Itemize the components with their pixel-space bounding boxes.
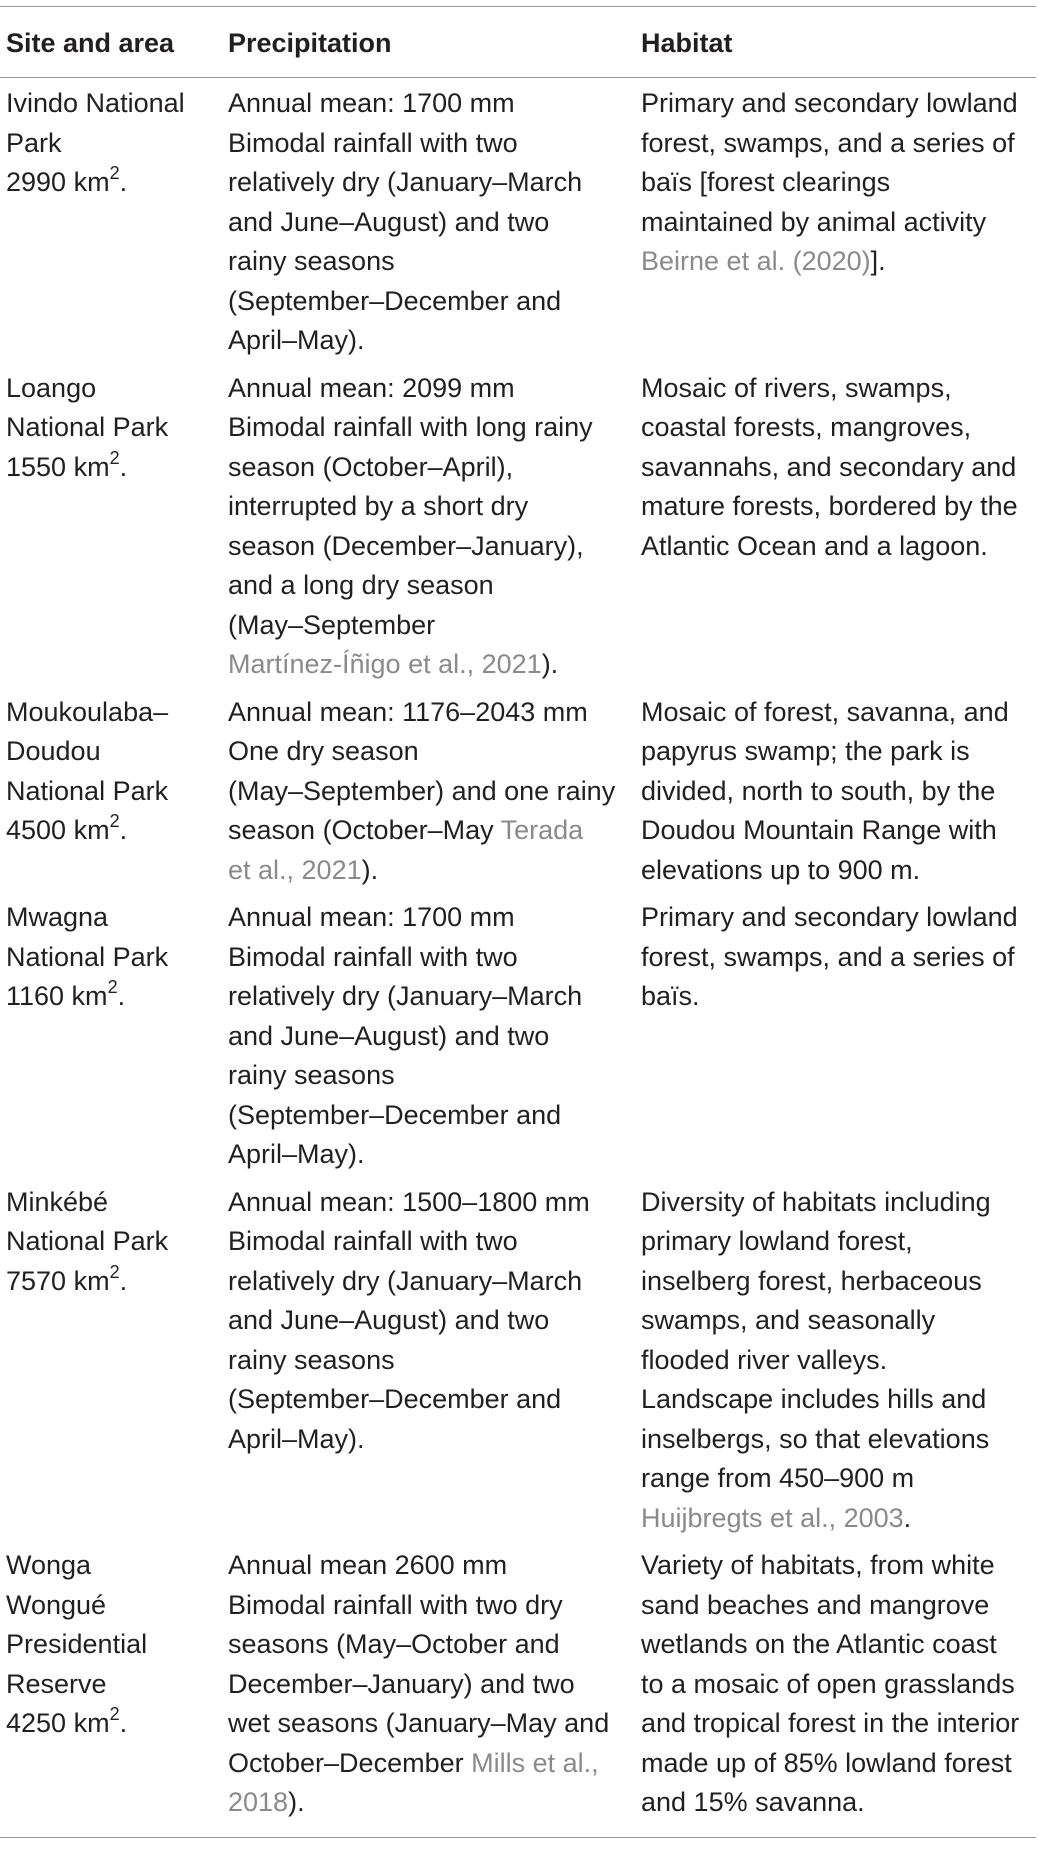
habitat-line: swamps, and seasonally (641, 1305, 936, 1335)
precip-line: and a long dry season (228, 570, 494, 600)
site-line: Wongué (6, 1589, 107, 1620)
site-cell (0, 78, 222, 363)
precip-line: Bimodal rainfall with two (228, 1226, 518, 1256)
site-cell (0, 687, 222, 893)
citation-link[interactable]: Martínez-Íñigo et al., 2021 (228, 649, 542, 679)
habitat-cell (635, 363, 1036, 687)
citation-link[interactable]: Mills et al., (471, 1747, 599, 1778)
habitat-line: Atlantic Ocean and a lagoon. (641, 530, 988, 561)
header-site: Site and area (0, 7, 222, 78)
precip-line: Bimodal rainfall with two (228, 127, 518, 158)
precip-line: wet seasons (January–May and (228, 1708, 610, 1738)
citation-link[interactable]: Beirne et al. (2020) (641, 246, 871, 276)
precip-line: (September–December and (228, 285, 562, 316)
site-line: Loango (6, 372, 97, 403)
precip-line: and June–August) and two (228, 206, 550, 237)
habitat-line: sand beaches and mangrove (641, 1589, 990, 1620)
site-area: 4500 $km^2$. (6, 811, 128, 845)
precip-line: April–May). (228, 1139, 365, 1169)
precipitation-cell (222, 363, 635, 687)
site-area: 4250 $km^2$. (6, 1704, 128, 1738)
precip-line: seasons (May–October and (228, 1629, 560, 1659)
habitat-line: Mosaic of rivers, swamps, (641, 372, 952, 403)
precipitation-cell (222, 892, 635, 1177)
citation-link[interactable]: et al., 2021 (228, 854, 362, 885)
site-line: National Park (6, 412, 169, 442)
precip-line: April–May). (228, 1423, 365, 1454)
habitat-line: wetlands on the Atlantic coast (641, 1629, 997, 1659)
habitat-line: flooded river valleys. (641, 1344, 888, 1375)
precip-line: (May–September (228, 609, 436, 640)
site-line: Reserve (6, 1668, 107, 1699)
precip-line: relatively dry (January–March (228, 1265, 583, 1296)
site-line: Wonga (6, 1550, 92, 1580)
habitat-line: Diversity of habitats including (641, 1186, 991, 1217)
site-line: Park (6, 127, 62, 158)
site-area: 1550 $km^2$. (6, 447, 128, 482)
precip-line: season (October–April), (228, 451, 514, 482)
citation-link[interactable]: Huijbregts et al., 2003 (641, 1502, 904, 1533)
precip-line: rainy seasons (228, 246, 395, 276)
table-row (0, 78, 1036, 363)
precipitation-cell (222, 78, 635, 363)
habitat-line: papyrus swamp; the park is (641, 736, 970, 766)
precip-line: Bimodal rainfall with long rainy (228, 412, 593, 442)
precip-line: Bimodal rainfall with two dry (228, 1589, 563, 1620)
site-cell (0, 1177, 222, 1541)
habitat-line: Variety of habitats, from white (641, 1550, 995, 1580)
habitat-line: Beirne et al. (2020)]. (641, 246, 886, 276)
precip-line: relatively dry (January–March (228, 167, 583, 197)
habitat-line: Primary and secondary lowland (641, 902, 1018, 932)
precip-line: 2018). (228, 1787, 305, 1817)
habitat-cell (635, 1540, 1036, 1837)
habitat-line: coastal forests, mangroves, (641, 412, 972, 442)
site-line: National Park (6, 775, 169, 806)
precip-line: (May–September) and one rainy (228, 775, 616, 806)
study-sites-table (0, 6, 1036, 1838)
site-line: National Park (6, 941, 169, 972)
table-row (0, 1177, 1036, 1541)
precip-line: Annual mean: 1700 mm (228, 88, 515, 118)
precipitation-cell (222, 1177, 635, 1541)
site-line: Mwagna (6, 902, 109, 932)
habitat-cell (635, 78, 1036, 363)
table-row (0, 1540, 1036, 1837)
site-line: Minkébé (6, 1186, 109, 1217)
site-area: 1160 $km^2$. (6, 977, 126, 1011)
habitat-line: maintained by animal activity (641, 206, 987, 237)
table-row (0, 363, 1036, 687)
site-area: 2990 $km^2$. (6, 163, 128, 197)
habitat-line: inselbergs, so that elevations (641, 1423, 990, 1454)
precip-line: Bimodal rainfall with two (228, 941, 518, 972)
habitat-line: Landscape includes hills and (641, 1384, 987, 1414)
site-line: National Park (6, 1226, 169, 1256)
site-cell (0, 1540, 222, 1837)
habitat-line: forest, swamps, and a series of (641, 941, 1015, 972)
habitat-line: primary lowland forest, (641, 1226, 913, 1256)
header-row (0, 7, 1036, 78)
habitat-line: range from 450–900 m (641, 1463, 915, 1493)
precip-line: rainy seasons (228, 1344, 395, 1375)
habitat-cell (635, 687, 1036, 893)
habitat-cell (635, 1177, 1036, 1541)
habitat-line: divided, north to south, by the (641, 775, 996, 806)
habitat-line: Huijbregts et al., 2003. (641, 1502, 912, 1533)
habitat-line: baïs [forest clearings (641, 167, 891, 197)
habitat-line: made up of 85% lowland forest (641, 1747, 1012, 1778)
precip-line: relatively dry (January–March (228, 981, 583, 1011)
precip-line: April–May). (228, 325, 365, 355)
habitat-line: Primary and secondary lowland (641, 88, 1018, 118)
habitat-line: to a mosaic of open grasslands (641, 1668, 1015, 1699)
precip-line: interrupted by a short dry (228, 491, 529, 521)
habitat-line: savannahs, and secondary and (641, 451, 1017, 482)
precipitation-cell (222, 687, 635, 893)
precip-line: Annual mean 2600 mm (228, 1550, 508, 1580)
habitat-line: baïs. (641, 981, 700, 1011)
precip-line: (September–December and (228, 1384, 562, 1414)
precip-line: et al., 2021). (228, 854, 379, 885)
precip-line: and June–August) and two (228, 1305, 550, 1335)
habitat-line: Doudou Mountain Range with (641, 815, 997, 845)
precip-line: December–January) and two (228, 1668, 575, 1699)
precip-line: Annual mean: 2099 mm (228, 372, 515, 403)
site-cell (0, 363, 222, 687)
citation-link[interactable]: 2018 (228, 1787, 289, 1817)
site-line: Presidential (6, 1629, 148, 1659)
site-cell (0, 892, 222, 1177)
habitat-line: elevations up to 900 m. (641, 854, 921, 885)
precip-line: season (December–January), (228, 530, 584, 561)
citation-link[interactable]: Terada (500, 815, 584, 845)
precip-line: rainy seasons (228, 1060, 395, 1090)
site-line: Moukoulaba– (6, 696, 169, 727)
precip-line: season (October–May Terada (228, 815, 584, 845)
precip-line: (September–December and (228, 1099, 562, 1130)
precip-line: Annual mean: 1700 mm (228, 902, 515, 932)
precip-line: Annual mean: 1500–1800 mm (228, 1186, 590, 1217)
site-line: Doudou (6, 736, 101, 766)
precip-line: October–December Mills et al., (228, 1747, 599, 1778)
habitat-line: forest, swamps, and a series of (641, 127, 1015, 158)
site-line: Ivindo National (6, 88, 185, 118)
habitat-line: mature forests, bordered by the (641, 491, 1018, 521)
habitat-line: and 15% savanna. (641, 1787, 865, 1817)
habitat-cell (635, 892, 1036, 1177)
precip-line: and June–August) and two (228, 1020, 550, 1051)
site-area: 7570 $km^2$. (6, 1261, 128, 1296)
header-habitat: Habitat (635, 7, 1036, 78)
precip-line: Annual mean: 1176–2043 mm (228, 696, 588, 727)
precip-line: One dry season (228, 736, 419, 766)
precipitation-cell (222, 1540, 635, 1837)
precip-line: Martínez-Íñigo et al., 2021). (228, 649, 559, 679)
habitat-line: and tropical forest in the interior (641, 1708, 1020, 1738)
table-row (0, 687, 1036, 893)
table-row (0, 892, 1036, 1177)
habitat-line: Mosaic of forest, savanna, and (641, 696, 1009, 727)
habitat-line: inselberg forest, herbaceous (641, 1265, 982, 1296)
header-precipitation: Precipitation (222, 7, 635, 78)
